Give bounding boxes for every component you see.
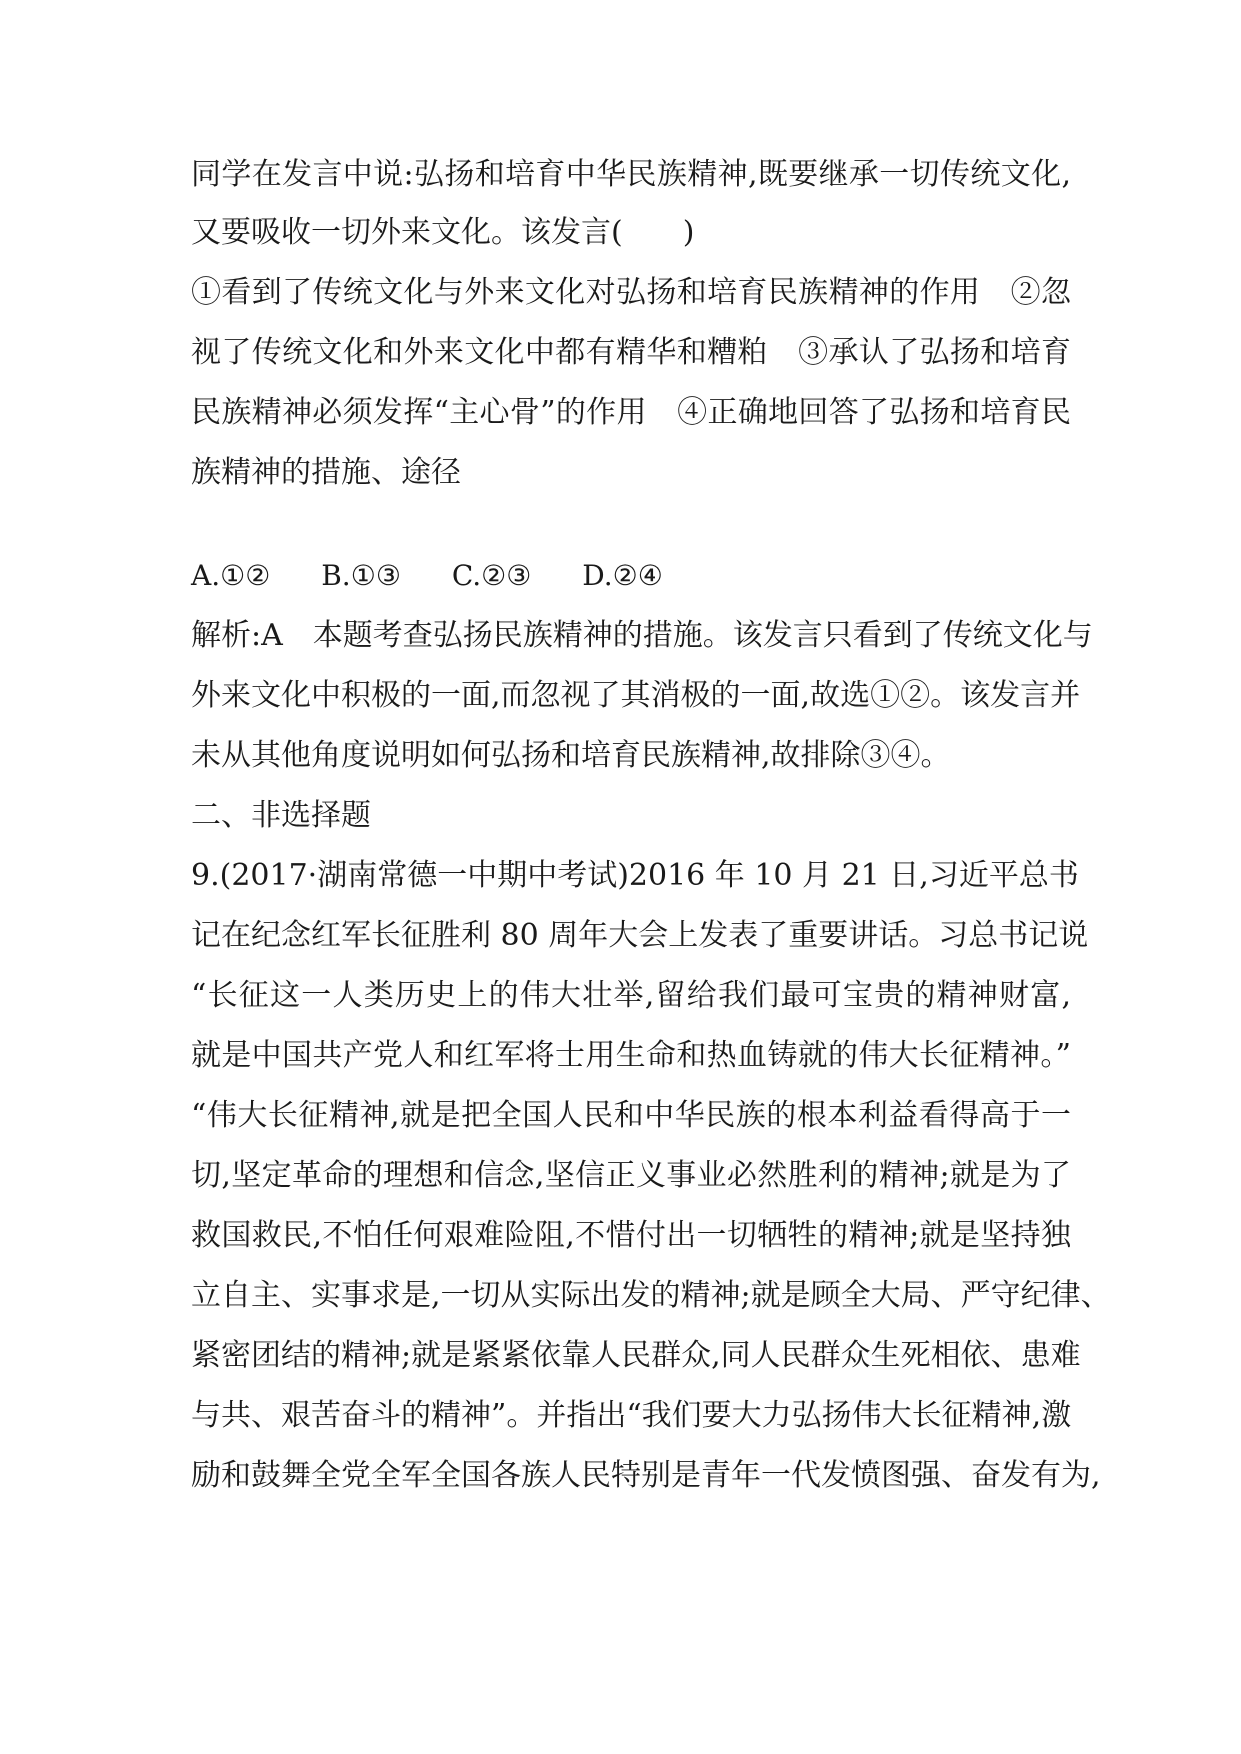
question9-line: 立自主、实事求是,一切从实际出发的精神;就是顾全大局、严守纪律、 (191, 1278, 1111, 1313)
question-stem-line: 又要吸收一切外来文化。该发言( ) (191, 215, 695, 250)
question9-line: 9.(2017·湖南常德一中期中考试)2016 年 10 月 21 日,习近平总书 (191, 858, 1079, 893)
question9-line: “长征这一人类历史上的伟大壮举,留给我们最可宝贵的精神财富, (191, 978, 1071, 1013)
statement-line: ①看到了传统文化与外来文化对弘扬和培育民族精神的作用 ②忽 (191, 275, 1071, 310)
statement-line: 族精神的措施、途径 (191, 455, 461, 490)
question9-line: 励和鼓舞全党全军全国各族人民特别是青年一代发愤图强、奋发有为, (191, 1458, 1101, 1493)
question9-line: 记在纪念红军长征胜利 80 周年大会上发表了重要讲话。习总书记说 (191, 918, 1089, 953)
question9-line: “伟大长征精神,就是把全国人民和中华民族的根本利益看得高于一 (191, 1098, 1071, 1133)
question9-line: 救国救民,不怕任何艰难险阻,不惜付出一切牺牲的精神;就是坚持独 (191, 1218, 1071, 1253)
question9-line: 就是中国共产党人和红军将士用生命和热血铸就的伟大长征精神。” (191, 1038, 1071, 1073)
answer-options (191, 551, 705, 601)
section-heading: 二、非选择题 (191, 798, 371, 833)
question-stem-line: 同学在发言中说:弘扬和培育中华民族精神,既要继承一切传统文化, (191, 157, 1071, 192)
option-a: A.①② (191, 559, 271, 592)
analysis-line: 外来文化中积极的一面,而忽视了其消极的一面,故选①②。该发言并 (191, 678, 1081, 713)
statement-line: 民族精神必须发挥“主心骨”的作用 ④正确地回答了弘扬和培育民 (191, 395, 1071, 430)
question9-line: 与共、艰苦奋斗的精神”。并指出“我们要大力弘扬伟大长征精神,激 (191, 1398, 1072, 1433)
statement-line: 视了传统文化和外来文化中都有精华和糟粕 ③承认了弘扬和培育 (191, 335, 1071, 370)
question9-line: 切,坚定革命的理想和信念,坚信正义事业必然胜利的精神;就是为了 (191, 1158, 1071, 1193)
analysis-line: 解析:A 本题考查弘扬民族精神的措施。该发言只看到了传统文化与 (191, 618, 1093, 653)
option-b: B.①③ (321, 559, 401, 592)
question9-line: 紧密团结的精神;就是紧紧依靠人民群众,同人民群众生死相依、患难 (191, 1338, 1081, 1373)
option-c: C.②③ (451, 559, 532, 592)
analysis-line: 未从其他角度说明如何弘扬和培育民族精神,故排除③④。 (191, 738, 951, 773)
option-d: D.②④ (582, 559, 663, 592)
